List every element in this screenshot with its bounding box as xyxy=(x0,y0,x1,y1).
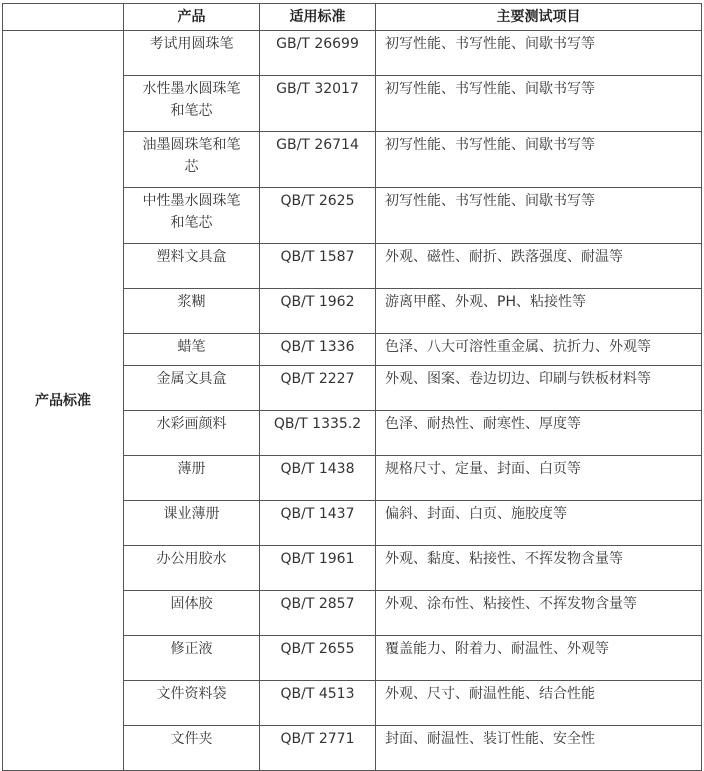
product-cell: 蜡笔 xyxy=(124,334,260,366)
product-cell: 薄册 xyxy=(124,456,260,501)
test-items-cell: 偏斜、封面、白页、施胶度等 xyxy=(376,501,702,546)
test-items-cell: 封面、耐温性、装订性能、安全性 xyxy=(376,726,702,771)
product-cell: 修正液 xyxy=(124,636,260,681)
test-items-cell: 外观、涂布性、粘接性、不挥发物含量等 xyxy=(376,591,702,636)
header-standard: 适用标准 xyxy=(260,4,376,31)
standard-cell: GB/T 26699 xyxy=(260,31,376,76)
standard-cell: GB/T 26714 xyxy=(260,132,376,188)
standard-cell: QB/T 2857 xyxy=(260,591,376,636)
standard-cell: QB/T 2771 xyxy=(260,726,376,771)
standard-cell: GB/T 32017 xyxy=(260,76,376,132)
product-cell: 办公用胶水 xyxy=(124,546,260,591)
product-cell: 水性墨水圆珠笔和笔芯 xyxy=(124,76,260,132)
standard-cell: QB/T 1438 xyxy=(260,456,376,501)
standard-cell: QB/T 1336 xyxy=(260,334,376,366)
standard-cell: QB/T 2227 xyxy=(260,366,376,411)
standard-cell: QB/T 4513 xyxy=(260,681,376,726)
standard-cell: QB/T 1587 xyxy=(260,244,376,289)
test-items-cell: 游离甲醛、外观、PH、粘接性等 xyxy=(376,289,702,334)
product-cell: 水彩画颜料 xyxy=(124,411,260,456)
test-items-cell: 初写性能、书写性能、间歇书写等 xyxy=(376,188,702,244)
product-cell: 浆糊 xyxy=(124,289,260,334)
standard-cell: QB/T 1437 xyxy=(260,501,376,546)
test-items-cell: 规格尺寸、定量、封面、白页等 xyxy=(376,456,702,501)
product-cell: 文件夹 xyxy=(124,726,260,771)
test-items-cell: 初写性能、书写性能、间歇书写等 xyxy=(376,132,702,188)
test-items-cell: 外观、磁性、耐折、跌落强度、耐温等 xyxy=(376,244,702,289)
test-items-cell: 色泽、耐热性、耐寒性、厚度等 xyxy=(376,411,702,456)
test-items-cell: 外观、尺寸、耐温性能、结合性能 xyxy=(376,681,702,726)
standard-cell: QB/T 1961 xyxy=(260,546,376,591)
test-items-cell: 色泽、八大可溶性重金属、抗折力、外观等 xyxy=(376,334,702,366)
product-cell: 课业薄册 xyxy=(124,501,260,546)
product-cell: 油墨圆珠笔和笔芯 xyxy=(124,132,260,188)
product-cell: 中性墨水圆珠笔和笔芯 xyxy=(124,188,260,244)
test-items-cell: 初写性能、书写性能、间歇书写等 xyxy=(376,31,702,76)
product-cell: 塑料文具盒 xyxy=(124,244,260,289)
category-cell: 产品标准 xyxy=(3,31,124,771)
standard-cell: QB/T 1962 xyxy=(260,289,376,334)
product-cell: 文件资料袋 xyxy=(124,681,260,726)
product-cell: 考试用圆珠笔 xyxy=(124,31,260,76)
header-row xyxy=(3,4,702,31)
standard-cell: QB/T 2655 xyxy=(260,636,376,681)
header-blank-cell xyxy=(3,4,124,31)
test-items-cell: 外观、图案、卷边切边、印刷与铁板材料等 xyxy=(376,366,702,411)
test-items-cell: 初写性能、书写性能、间歇书写等 xyxy=(376,76,702,132)
product-cell: 金属文具盒 xyxy=(124,366,260,411)
table-row xyxy=(3,31,702,76)
test-items-cell: 外观、黏度、粘接性、不挥发物含量等 xyxy=(376,546,702,591)
standards-table-container xyxy=(2,3,702,771)
header-test-items: 主要测试项目 xyxy=(376,4,702,31)
product-standards-table xyxy=(2,3,702,771)
product-cell: 固体胶 xyxy=(124,591,260,636)
standard-cell: QB/T 2625 xyxy=(260,188,376,244)
test-items-cell: 覆盖能力、附着力、耐温性、外观等 xyxy=(376,636,702,681)
header-product: 产品 xyxy=(124,4,260,31)
standard-cell: QB/T 1335.2 xyxy=(260,411,376,456)
